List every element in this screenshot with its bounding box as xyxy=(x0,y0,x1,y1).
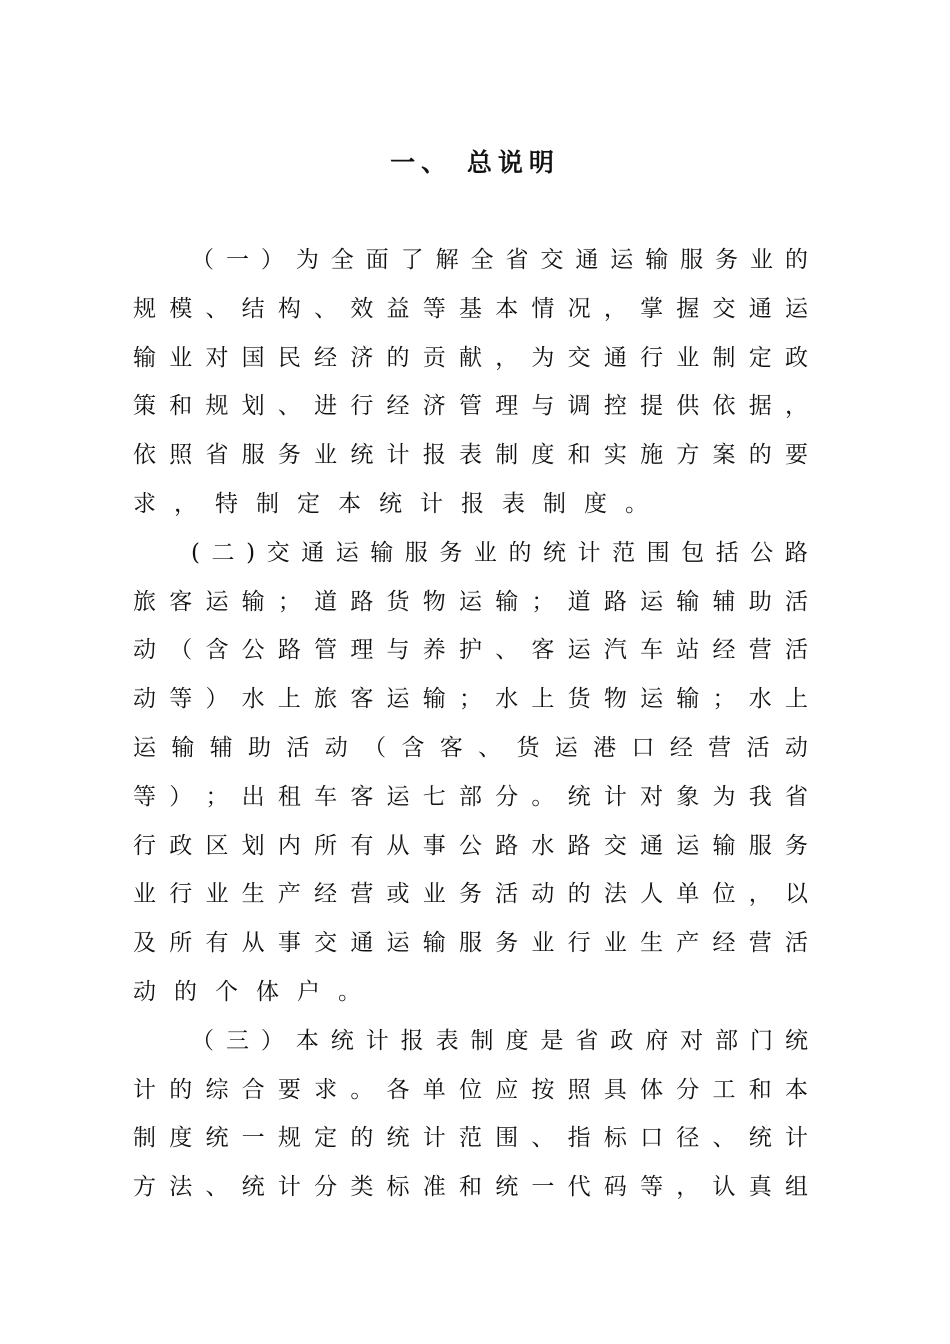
text-line: 旅 客 运 输 ； 道 路 货 物 运 输 ； 道 路 运 输 辅 助 活 xyxy=(133,588,808,615)
text-line: 方 法 、 统 计 分 类 标 准 和 统 一 代 码 等 ， 认 真 组 xyxy=(133,1174,808,1201)
text-line: 动 等 ） 水 上 旅 客 运 输 ； 水 上 货 物 运 输 ； 水 上 xyxy=(133,686,808,713)
text-line: 运 输 辅 助 活 动 （ 含 客 、 货 运 港 口 经 营 活 动 xyxy=(133,734,808,761)
text-line: 动 （ 含 公 路 管 理 与 养 护 、 客 运 汽 车 站 经 营 活 xyxy=(133,637,808,664)
text-line: 依 照 省 服 务 业 统 计 报 表 制 度 和 实 施 方 案 的 要 xyxy=(133,442,808,469)
text-line: 制 度 统 一 规 定 的 统 计 范 围 、 指 标 口 径 、 统 计 xyxy=(133,1125,808,1152)
text-line: 及 所 有 从 事 交 通 运 输 服 务 业 行 业 生 产 经 营 活 xyxy=(133,930,808,957)
text-line: 计 的 综 合 要 求 。 各 单 位 应 按 照 具 体 分 工 和 本 xyxy=(133,1076,808,1103)
text-line: 业 行 业 生 产 经 营 或 业 务 活 动 的 法 人 单 位 ， 以 xyxy=(133,881,808,908)
body-text xyxy=(133,236,808,1212)
page-title: 一、 总说明 xyxy=(390,148,560,177)
text-line: 等 ） ； 出 租 车 客 运 七 部 分 。 统 计 对 象 为 我 省 xyxy=(133,783,808,810)
text-line: 动 的 个 体 户 。 xyxy=(133,978,361,1005)
text-line: ( 二 ) 交 通 运 输 服 务 业 的 统 计 范 围 包 括 公 路 xyxy=(191,539,808,566)
text-line: （ 一 ） 为 全 面 了 解 全 省 交 通 运 输 服 务 业 的 xyxy=(191,247,808,273)
text-line: 输 业 对 国 民 经 济 的 贡 献 ， 为 交 通 行 业 制 定 政 xyxy=(133,344,808,371)
text-line: （ 三 ） 本 统 计 报 表 制 度 是 省 政 府 对 部 门 统 xyxy=(191,1027,808,1054)
text-line: 行 政 区 划 内 所 有 从 事 公 路 水 路 交 通 运 输 服 务 xyxy=(133,832,808,859)
text-line: 规 模 、 结 构 、 效 益 等 基 本 情 况 ， 掌 握 交 通 运 xyxy=(133,295,808,322)
text-line: 策 和 规 划 、 进 行 经 济 管 理 与 调 控 提 供 依 据 ， xyxy=(133,393,808,420)
text-line: 求 ， 特 制 定 本 统 计 报 表 制 度 。 xyxy=(133,490,648,517)
